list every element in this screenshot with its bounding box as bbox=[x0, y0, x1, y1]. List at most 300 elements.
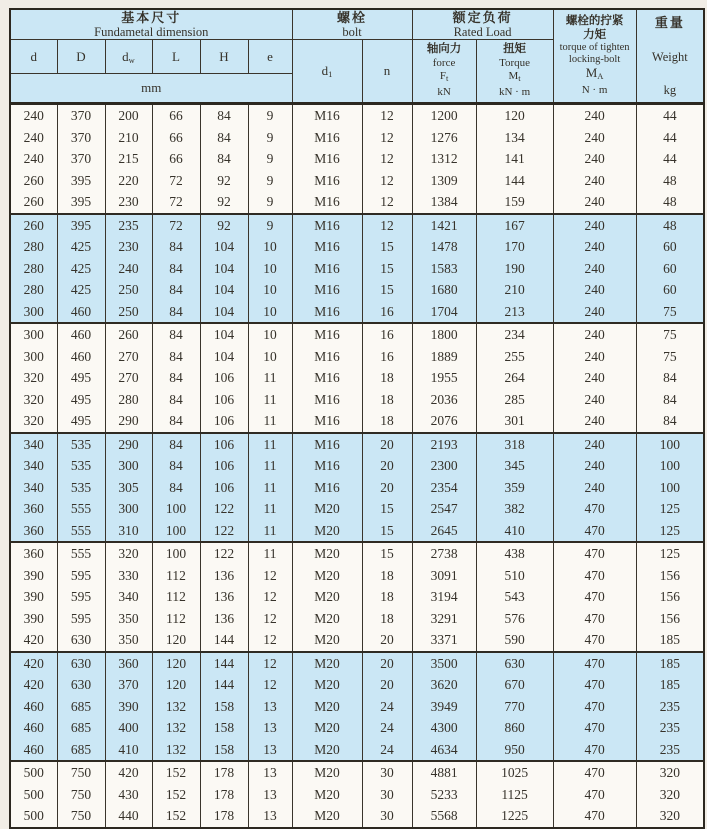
table-cell: 255 bbox=[476, 346, 553, 368]
table-cell: 470 bbox=[553, 586, 636, 608]
table-cell: 9 bbox=[248, 127, 292, 149]
header-weight bbox=[636, 9, 704, 104]
table-cell: 630 bbox=[476, 652, 553, 675]
table-row bbox=[10, 542, 704, 565]
table-row bbox=[10, 565, 704, 587]
table-cell: 84 bbox=[636, 410, 704, 433]
header-basic-dimension bbox=[10, 9, 292, 40]
table-row bbox=[10, 696, 704, 718]
table-cell: 1309 bbox=[412, 170, 476, 192]
table-cell: 360 bbox=[105, 652, 152, 675]
table-cell: 10 bbox=[248, 279, 292, 301]
table-row bbox=[10, 652, 704, 675]
table-cell: 12 bbox=[362, 191, 412, 214]
table-cell: 84 bbox=[636, 367, 704, 389]
table-cell: 370 bbox=[57, 104, 105, 127]
table-cell: 122 bbox=[200, 520, 248, 543]
table-cell: 330 bbox=[105, 565, 152, 587]
table-cell: 210 bbox=[476, 279, 553, 301]
table-cell: 630 bbox=[57, 674, 105, 696]
table-cell: 24 bbox=[362, 717, 412, 739]
table-cell: 280 bbox=[10, 279, 57, 301]
table-cell: 576 bbox=[476, 608, 553, 630]
table-cell: 470 bbox=[553, 565, 636, 587]
table-cell: 2193 bbox=[412, 433, 476, 456]
table-cell: 16 bbox=[362, 301, 412, 324]
table-cell: 20 bbox=[362, 629, 412, 652]
table-cell: 320 bbox=[10, 367, 57, 389]
table-cell: 11 bbox=[248, 477, 292, 499]
table-cell: 235 bbox=[636, 739, 704, 762]
table-cell: 240 bbox=[10, 148, 57, 170]
table-cell: 1384 bbox=[412, 191, 476, 214]
table-cell: 300 bbox=[105, 455, 152, 477]
table-cell: 2547 bbox=[412, 498, 476, 520]
rated-load-en: Rated Load bbox=[453, 25, 512, 39]
table-cell: 178 bbox=[200, 784, 248, 806]
table-cell: M16 bbox=[292, 236, 362, 258]
table-cell: 320 bbox=[105, 542, 152, 565]
table-cell: M16 bbox=[292, 301, 362, 324]
table-cell: 320 bbox=[636, 761, 704, 784]
table-cell: 630 bbox=[57, 629, 105, 652]
table-cell: 11 bbox=[248, 367, 292, 389]
table-cell: 3291 bbox=[412, 608, 476, 630]
table-row bbox=[10, 389, 704, 411]
table-cell: 240 bbox=[553, 279, 636, 301]
table-cell: 382 bbox=[476, 498, 553, 520]
table-cell: 430 bbox=[105, 784, 152, 806]
table-cell: 10 bbox=[248, 323, 292, 346]
table-cell: 12 bbox=[248, 565, 292, 587]
table-cell: 425 bbox=[57, 258, 105, 280]
table-cell: 470 bbox=[553, 652, 636, 675]
bolt-en: bolt bbox=[342, 25, 362, 39]
table-cell: 30 bbox=[362, 805, 412, 828]
table-cell: 104 bbox=[200, 258, 248, 280]
header-locking-torque bbox=[553, 9, 636, 104]
table-cell: 3949 bbox=[412, 696, 476, 718]
table-cell: 125 bbox=[636, 542, 704, 565]
table-cell: 10 bbox=[248, 301, 292, 324]
table-cell: 535 bbox=[57, 455, 105, 477]
table-cell: 300 bbox=[10, 301, 57, 324]
table-cell: 470 bbox=[553, 805, 636, 828]
table-cell: 92 bbox=[200, 214, 248, 237]
torque-zh: 扭矩 bbox=[503, 43, 527, 55]
table-cell: 13 bbox=[248, 805, 292, 828]
table-cell: 158 bbox=[200, 717, 248, 739]
locking-torque-zh-line1: 螺栓的拧紧 bbox=[565, 15, 624, 27]
table-cell: 320 bbox=[10, 410, 57, 433]
torque-unit: kN · m bbox=[498, 85, 531, 98]
table-cell: 132 bbox=[152, 717, 200, 739]
table-row bbox=[10, 170, 704, 192]
table-cell: 260 bbox=[10, 214, 57, 237]
table-cell: 5568 bbox=[412, 805, 476, 828]
table-row bbox=[10, 761, 704, 784]
table-cell: 770 bbox=[476, 696, 553, 718]
table-cell: M20 bbox=[292, 652, 362, 675]
table-cell: 360 bbox=[10, 542, 57, 565]
table-cell: 18 bbox=[362, 410, 412, 433]
table-cell: 190 bbox=[476, 258, 553, 280]
table-row bbox=[10, 477, 704, 499]
table-cell: 410 bbox=[105, 739, 152, 762]
table-cell: 390 bbox=[105, 696, 152, 718]
table-row bbox=[10, 279, 704, 301]
table-row bbox=[10, 455, 704, 477]
table-cell: 84 bbox=[152, 410, 200, 433]
torque-symbol: $M_t$ bbox=[508, 70, 521, 83]
table-cell: 11 bbox=[248, 498, 292, 520]
table-row bbox=[10, 258, 704, 280]
table-cell: 15 bbox=[362, 542, 412, 565]
table-cell: 15 bbox=[362, 520, 412, 543]
table-cell: 132 bbox=[152, 739, 200, 762]
table-row bbox=[10, 410, 704, 433]
table-cell: 1125 bbox=[476, 784, 553, 806]
table-cell: 92 bbox=[200, 170, 248, 192]
table-cell: 2354 bbox=[412, 477, 476, 499]
table-cell: 84 bbox=[200, 104, 248, 127]
table-cell: M16 bbox=[292, 104, 362, 127]
col-d: d bbox=[10, 40, 57, 74]
table-cell: 12 bbox=[248, 586, 292, 608]
table-cell: 220 bbox=[105, 170, 152, 192]
table-cell: 13 bbox=[248, 761, 292, 784]
table-cell: 685 bbox=[57, 717, 105, 739]
table-cell: 215 bbox=[105, 148, 152, 170]
table-cell: 280 bbox=[10, 258, 57, 280]
table-cell: 395 bbox=[57, 191, 105, 214]
table-cell: 170 bbox=[476, 236, 553, 258]
table-cell: 440 bbox=[105, 805, 152, 828]
table-cell: 500 bbox=[10, 805, 57, 828]
table-cell: 84 bbox=[152, 279, 200, 301]
table-cell: 5233 bbox=[412, 784, 476, 806]
table-cell: 11 bbox=[248, 455, 292, 477]
table-cell: 156 bbox=[636, 608, 704, 630]
table-cell: 11 bbox=[248, 410, 292, 433]
table-cell: 495 bbox=[57, 367, 105, 389]
table-cell: 370 bbox=[57, 127, 105, 149]
table-row bbox=[10, 784, 704, 806]
table-cell: 144 bbox=[200, 674, 248, 696]
table-cell: 500 bbox=[10, 784, 57, 806]
table-row bbox=[10, 346, 704, 368]
table-cell: 3371 bbox=[412, 629, 476, 652]
table-cell: 3194 bbox=[412, 586, 476, 608]
table-cell: 106 bbox=[200, 367, 248, 389]
table-cell: 106 bbox=[200, 477, 248, 499]
table-cell: 60 bbox=[636, 279, 704, 301]
table-row bbox=[10, 739, 704, 762]
table-cell: 235 bbox=[636, 717, 704, 739]
table-cell: 156 bbox=[636, 565, 704, 587]
table-cell: 1025 bbox=[476, 761, 553, 784]
table-cell: 104 bbox=[200, 323, 248, 346]
table-cell: 136 bbox=[200, 608, 248, 630]
table-cell: 535 bbox=[57, 477, 105, 499]
table-cell: 11 bbox=[248, 542, 292, 565]
table-cell: 20 bbox=[362, 477, 412, 499]
table-cell: 470 bbox=[553, 608, 636, 630]
table-cell: 1200 bbox=[412, 104, 476, 127]
table-cell: 370 bbox=[57, 148, 105, 170]
table-cell: 84 bbox=[152, 433, 200, 456]
table-cell: 120 bbox=[152, 629, 200, 652]
table-cell: 120 bbox=[152, 674, 200, 696]
table-cell: 240 bbox=[553, 191, 636, 214]
table-cell: 104 bbox=[200, 301, 248, 324]
table-row bbox=[10, 498, 704, 520]
table-cell: 470 bbox=[553, 674, 636, 696]
table-cell: 2738 bbox=[412, 542, 476, 565]
table-body bbox=[10, 104, 704, 828]
weight-zh: 重量 bbox=[654, 15, 685, 30]
locking-torque-unit: N · m bbox=[581, 83, 608, 96]
table-cell: 370 bbox=[105, 674, 152, 696]
table-cell: 112 bbox=[152, 608, 200, 630]
table-cell: 24 bbox=[362, 739, 412, 762]
table-cell: 360 bbox=[10, 520, 57, 543]
table-cell: 240 bbox=[10, 127, 57, 149]
table-cell: 12 bbox=[248, 674, 292, 696]
col-dw: $d_w$ bbox=[105, 40, 152, 74]
table-cell: 240 bbox=[553, 104, 636, 127]
table-cell: 1800 bbox=[412, 323, 476, 346]
table-cell: 104 bbox=[200, 236, 248, 258]
table-cell: 200 bbox=[105, 104, 152, 127]
table-cell: 280 bbox=[10, 236, 57, 258]
table-cell: 167 bbox=[476, 214, 553, 237]
table-cell: 3091 bbox=[412, 565, 476, 587]
table-cell: 24 bbox=[362, 696, 412, 718]
table-cell: 72 bbox=[152, 170, 200, 192]
table-cell: 290 bbox=[105, 433, 152, 456]
table-cell: 235 bbox=[636, 696, 704, 718]
table-cell: 12 bbox=[362, 170, 412, 192]
table-cell: 84 bbox=[152, 477, 200, 499]
table-cell: M16 bbox=[292, 410, 362, 433]
table-cell: 260 bbox=[10, 170, 57, 192]
table-cell: 4881 bbox=[412, 761, 476, 784]
table-cell: 100 bbox=[636, 477, 704, 499]
table-cell: M20 bbox=[292, 608, 362, 630]
table-cell: M20 bbox=[292, 629, 362, 652]
table-row bbox=[10, 629, 704, 652]
table-cell: 264 bbox=[476, 367, 553, 389]
table-cell: 3500 bbox=[412, 652, 476, 675]
table-cell: 470 bbox=[553, 542, 636, 565]
table-cell: 112 bbox=[152, 586, 200, 608]
spec-table bbox=[9, 8, 705, 829]
table-cell: M20 bbox=[292, 696, 362, 718]
table-cell: 120 bbox=[152, 652, 200, 675]
table-cell: 240 bbox=[553, 170, 636, 192]
table-cell: 9 bbox=[248, 148, 292, 170]
table-cell: 13 bbox=[248, 717, 292, 739]
table-cell: 240 bbox=[105, 258, 152, 280]
weight-unit: kg bbox=[663, 83, 677, 97]
table-cell: 152 bbox=[152, 761, 200, 784]
table-cell: 84 bbox=[152, 455, 200, 477]
table-cell: 2300 bbox=[412, 455, 476, 477]
table-cell: 240 bbox=[553, 214, 636, 237]
table-cell: M20 bbox=[292, 586, 362, 608]
table-cell: M16 bbox=[292, 323, 362, 346]
table-cell: 230 bbox=[105, 191, 152, 214]
table-cell: 240 bbox=[553, 367, 636, 389]
table-cell: 210 bbox=[105, 127, 152, 149]
table-cell: M16 bbox=[292, 191, 362, 214]
table-cell: 4634 bbox=[412, 739, 476, 762]
table-cell: 425 bbox=[57, 236, 105, 258]
table-cell: M16 bbox=[292, 477, 362, 499]
table-cell: 420 bbox=[10, 652, 57, 675]
table-cell: 1421 bbox=[412, 214, 476, 237]
table-cell: 178 bbox=[200, 761, 248, 784]
table-cell: 15 bbox=[362, 279, 412, 301]
table-cell: 16 bbox=[362, 323, 412, 346]
table-cell: 2076 bbox=[412, 410, 476, 433]
table-row bbox=[10, 433, 704, 456]
table-cell: 290 bbox=[105, 410, 152, 433]
table-cell: 20 bbox=[362, 652, 412, 675]
table-cell: 301 bbox=[476, 410, 553, 433]
table-cell: 470 bbox=[553, 784, 636, 806]
table-cell: 1680 bbox=[412, 279, 476, 301]
table-cell: 1225 bbox=[476, 805, 553, 828]
table-cell: M20 bbox=[292, 784, 362, 806]
table-cell: 3620 bbox=[412, 674, 476, 696]
table-cell: 84 bbox=[152, 236, 200, 258]
table-cell: 300 bbox=[105, 498, 152, 520]
table-cell: 136 bbox=[200, 586, 248, 608]
table-row bbox=[10, 148, 704, 170]
table-cell: M20 bbox=[292, 498, 362, 520]
table-cell: 12 bbox=[248, 652, 292, 675]
table-cell: 240 bbox=[553, 477, 636, 499]
table-cell: 12 bbox=[362, 214, 412, 237]
table-cell: 235 bbox=[105, 214, 152, 237]
table-cell: 106 bbox=[200, 455, 248, 477]
table-cell: 18 bbox=[362, 586, 412, 608]
table-row bbox=[10, 586, 704, 608]
table-cell: 630 bbox=[57, 652, 105, 675]
table-cell: 185 bbox=[636, 652, 704, 675]
table-cell: 1889 bbox=[412, 346, 476, 368]
table-cell: 12 bbox=[362, 104, 412, 127]
header-rated-load bbox=[412, 9, 553, 40]
table-cell: 9 bbox=[248, 214, 292, 237]
table-cell: 144 bbox=[476, 170, 553, 192]
table-cell: 125 bbox=[636, 520, 704, 543]
table-cell: 420 bbox=[105, 761, 152, 784]
col-L: L bbox=[152, 40, 200, 74]
table-cell: 340 bbox=[10, 455, 57, 477]
table-cell: 20 bbox=[362, 674, 412, 696]
table-cell: 470 bbox=[553, 717, 636, 739]
table-cell: 555 bbox=[57, 498, 105, 520]
table-cell: 350 bbox=[105, 608, 152, 630]
table-cell: 30 bbox=[362, 761, 412, 784]
table-cell: 470 bbox=[553, 696, 636, 718]
table-cell: 106 bbox=[200, 410, 248, 433]
table-cell: 460 bbox=[57, 323, 105, 346]
col-n: n bbox=[362, 40, 412, 104]
table-cell: 84 bbox=[152, 301, 200, 324]
table-cell: 240 bbox=[553, 301, 636, 324]
table-cell: 92 bbox=[200, 191, 248, 214]
table-row bbox=[10, 301, 704, 324]
locking-torque-en: torque of tighten locking-bolt bbox=[559, 42, 630, 65]
table-cell: 438 bbox=[476, 542, 553, 565]
table-cell: 122 bbox=[200, 542, 248, 565]
table-cell: 12 bbox=[248, 629, 292, 652]
table-cell: 340 bbox=[105, 586, 152, 608]
table-cell: 100 bbox=[152, 498, 200, 520]
table-cell: 470 bbox=[553, 520, 636, 543]
table-cell: 390 bbox=[10, 586, 57, 608]
weight-en: Weight bbox=[651, 49, 688, 64]
table-cell: 10 bbox=[248, 236, 292, 258]
table-cell: M16 bbox=[292, 170, 362, 192]
table-cell: 340 bbox=[10, 433, 57, 456]
table-cell: 20 bbox=[362, 455, 412, 477]
table-cell: 13 bbox=[248, 739, 292, 762]
table-cell: 2036 bbox=[412, 389, 476, 411]
table-cell: 460 bbox=[57, 346, 105, 368]
table-cell: M20 bbox=[292, 717, 362, 739]
table-row bbox=[10, 191, 704, 214]
axial-force-zh: 轴向力 bbox=[426, 43, 462, 55]
table-cell: 84 bbox=[152, 367, 200, 389]
locking-torque-zh-line2: 力矩 bbox=[583, 28, 607, 41]
table-cell: M20 bbox=[292, 565, 362, 587]
table-cell: 185 bbox=[636, 674, 704, 696]
table-cell: 18 bbox=[362, 367, 412, 389]
table-cell: 136 bbox=[200, 565, 248, 587]
table-cell: 860 bbox=[476, 717, 553, 739]
table-cell: M16 bbox=[292, 148, 362, 170]
table-cell: 420 bbox=[10, 674, 57, 696]
table-cell: 750 bbox=[57, 761, 105, 784]
table-cell: 16 bbox=[362, 346, 412, 368]
table-cell: 72 bbox=[152, 191, 200, 214]
table-cell: 555 bbox=[57, 542, 105, 565]
table-cell: 345 bbox=[476, 455, 553, 477]
col-d1: $d_1$ bbox=[292, 40, 362, 104]
table-cell: 15 bbox=[362, 236, 412, 258]
table-cell: 950 bbox=[476, 739, 553, 762]
table-cell: 15 bbox=[362, 258, 412, 280]
table-cell: 106 bbox=[200, 433, 248, 456]
table-cell: M20 bbox=[292, 520, 362, 543]
table-cell: 234 bbox=[476, 323, 553, 346]
table-row bbox=[10, 323, 704, 346]
table-cell: 250 bbox=[105, 301, 152, 324]
table-cell: 100 bbox=[152, 520, 200, 543]
table-row bbox=[10, 674, 704, 696]
table-cell: 11 bbox=[248, 520, 292, 543]
table-cell: 9 bbox=[248, 191, 292, 214]
table-cell: 495 bbox=[57, 410, 105, 433]
table-cell: 66 bbox=[152, 127, 200, 149]
table-cell: 240 bbox=[553, 127, 636, 149]
table-cell: 390 bbox=[10, 608, 57, 630]
